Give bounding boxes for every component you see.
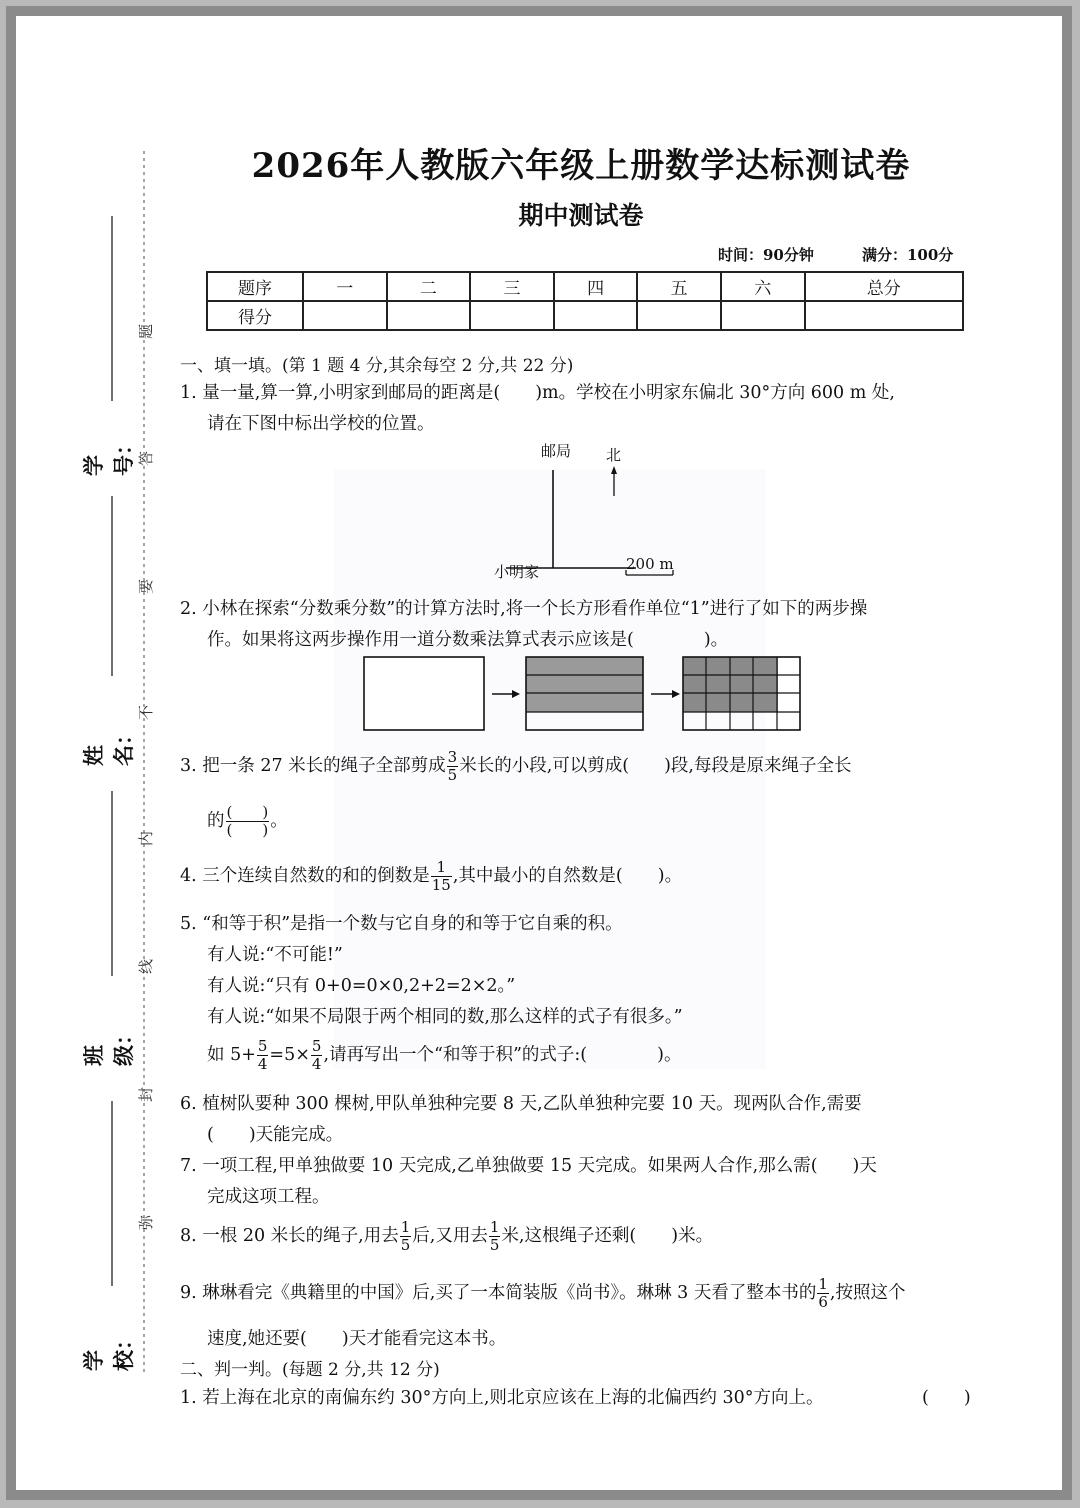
question-9: 9. 琳琳看完《典籍里的中国》后,买了一本简装版《尚书》。琳琳 3 天看了整本书的 $\frac{1}{6}$ ,按照这个 (180, 1275, 906, 1311)
fraction: $\frac{1}{5}$ (489, 1218, 500, 1254)
fraction: $\frac{5}{4}$ (257, 1037, 268, 1073)
table-cell: 六 (721, 272, 805, 301)
side-char: 答 (137, 450, 156, 467)
question-text: ,其中最小的自然数是( )。 (452, 866, 683, 886)
side-char: 要 (137, 578, 156, 595)
table-cell: 得分 (207, 301, 303, 330)
exam-time: 时间：90分钟 (718, 246, 814, 264)
answer-blank-fraction[interactable]: $\frac{( )}{( )}$ (226, 803, 269, 839)
question-text: 有人说:“不可能!” (207, 945, 343, 965)
side-char: 不 (137, 704, 156, 721)
side-char: 弥 (137, 1214, 156, 1231)
score-input-cell[interactable] (554, 301, 638, 330)
question-text: 速度,她还要( )天才能看完这本书。 (207, 1329, 507, 1349)
question-text: 1. 若上海在北京的南偏东约 30°方向上,则北京应该在上海的北偏西约 30°方向上。 (180, 1388, 824, 1408)
answer-bracket[interactable]: ( ) (922, 1388, 971, 1408)
map-label-scale: 200 m (626, 555, 674, 573)
fraction: $\frac{1}{15}$ (431, 858, 451, 894)
question-text: 5. “和等于积”是指一个数与它自身的和等于它自乘的积。 (180, 914, 623, 934)
page-subtitle: 期中测试卷 (518, 201, 644, 230)
exam-paper (16, 16, 1062, 1490)
question-4 (180, 859, 682, 894)
map-label-north: 北 (606, 446, 622, 464)
fraction: $\frac{1}{6}$ (818, 1275, 828, 1311)
side-label-school: 学校： (81, 1329, 136, 1371)
side-label-class: 班级： (81, 1024, 136, 1066)
question-text: 有人说:“如果不局限于两个相同的数,那么这样的式子有很多。” (207, 1007, 683, 1027)
question-8: 8. 一根 20 米长的绳子,用去 $\frac{1}{5}$ 后,又用去 $\frac{1}{5}$ 米,这根绳子还剩( )米。 (180, 1218, 714, 1254)
map-label-post-office: 邮局 (541, 442, 572, 460)
question-text: 米长的小段,可以剪成( )段,每段是原来绳子全长 (459, 756, 852, 776)
section-heading: 二、判一判。(每题 2 分,共 12 分) (180, 1360, 440, 1380)
question-text: 有人说:“只有 0+0=0×0,2+2=2×2。” (207, 976, 516, 996)
question-3-line2 (207, 804, 288, 839)
page-frame (6, 6, 1072, 1500)
side-char: 线 (137, 958, 156, 975)
table-row (207, 301, 963, 330)
fraction: $\frac{1}{5}$ (400, 1218, 411, 1254)
table-row (207, 272, 963, 301)
score-input-cell[interactable] (303, 301, 387, 330)
side-label-student-id: 学号： (81, 434, 136, 476)
question-text: 1. 量一量,算一算,小明家到邮局的距离是( )m。学校在小明家东偏北 30°方向 600 m 处, (180, 383, 895, 403)
question-text: 请在下图中标出学校的位置。 (207, 414, 435, 434)
question-3 (180, 749, 851, 784)
question-text: 作。如果将这两步操作用一道分数乘法算式表示应该是( )。 (207, 630, 729, 650)
page-title: 2026年人教版六年级上册数学达标测试卷 (251, 146, 911, 186)
question-text: 6. 植树队要种 300 棵树,甲队单独种完要 8 天,乙队单独种完要 10 天。现两队合作,需要 (180, 1094, 862, 1114)
section-heading: 一、填一填。(第 1 题 4 分,其余每空 2 分,共 22 分) (180, 356, 574, 376)
fraction: $\frac{5}{4}$ (311, 1037, 322, 1073)
question-text: 4. 三个连续自然数的和的倒数是 (180, 866, 430, 886)
table-cell: 二 (387, 272, 471, 301)
table-cell: 总分 (805, 272, 963, 301)
score-input-cell[interactable] (470, 301, 554, 330)
table-cell: 一 (303, 272, 387, 301)
question-text: 3. 把一条 27 米长的绳子全部剪成 (180, 756, 446, 776)
table-cell: 题序 (207, 272, 303, 301)
side-char: 封 (137, 1086, 156, 1103)
score-table (206, 271, 964, 331)
table-cell: 三 (470, 272, 554, 301)
score-input-cell[interactable] (805, 301, 963, 330)
side-char: 内 (137, 830, 156, 847)
question-text: 7. 一项工程,甲单独做要 10 天完成,乙单独做要 15 天完成。如果两人合作,那么需( )天 (180, 1156, 877, 1176)
question-text: 。 (270, 811, 288, 831)
score-input-cell[interactable] (637, 301, 721, 330)
score-input-cell[interactable] (387, 301, 471, 330)
side-char: 题 (137, 323, 156, 340)
question-text: 的 (207, 811, 225, 831)
question-text: 完成这项工程。 (207, 1187, 330, 1207)
map-label-home: 小明家 (494, 563, 540, 581)
question-text: ( )天能完成。 (207, 1125, 344, 1145)
question-text: 2. 小林在探索“分数乘分数”的计算方法时,将一个长方形看作单位“1”进行了如下的两步操 (180, 599, 868, 619)
fraction: $\frac{3}{5}$ (447, 748, 458, 784)
fraction-rectangles-figure (356, 652, 816, 736)
exam-full-score: 满分：100分 (862, 246, 954, 264)
question-5-example: 如 5+ $\frac{5}{4}$ =5× $\frac{5}{4}$ ,请再写出一个“和等于积”的式子:( )。 (207, 1037, 682, 1073)
side-label-name: 姓名： (81, 724, 136, 766)
table-cell: 五 (637, 272, 721, 301)
table-cell: 四 (554, 272, 638, 301)
score-input-cell[interactable] (721, 301, 805, 330)
